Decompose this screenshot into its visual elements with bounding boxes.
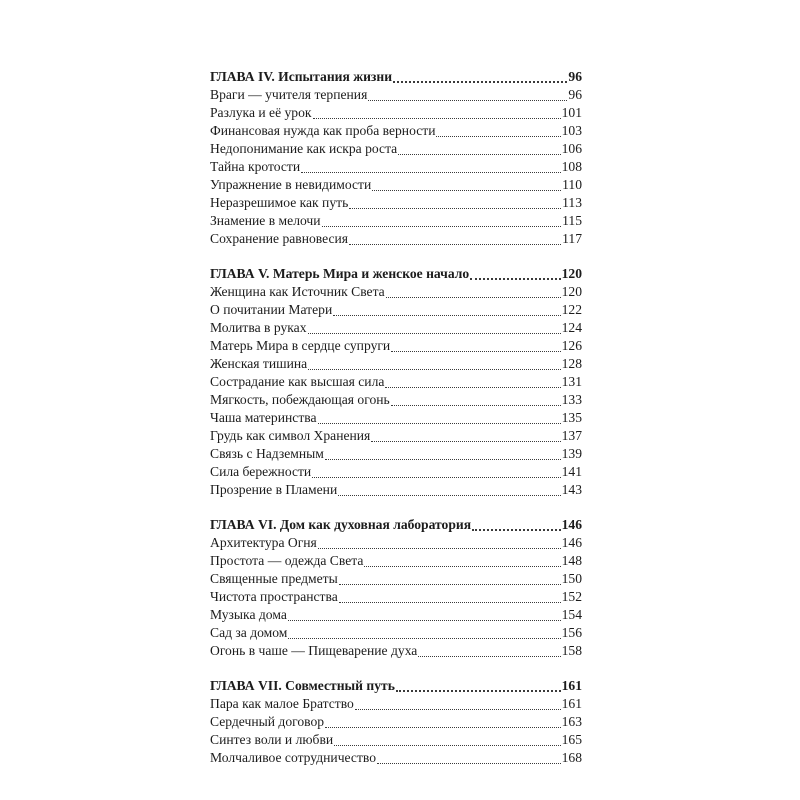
entry-title: О почитании Матери: [210, 302, 333, 317]
dot-leader: [338, 481, 560, 499]
entry-title: Архитектура Огня: [210, 535, 317, 550]
toc-entry: [210, 104, 582, 122]
entry-page-number: 115: [562, 213, 582, 228]
entry-title: Синтез воли и любви: [210, 732, 334, 747]
toc-entry: [210, 319, 582, 337]
toc-entry: [210, 355, 582, 373]
entry-title: Огонь в чаше — Пищеварение духа: [210, 643, 418, 658]
entry-page-number: 122: [561, 302, 582, 317]
dot-leader: [391, 391, 561, 409]
toc-entry: [210, 642, 582, 660]
entry-page-number: 108: [561, 159, 582, 174]
entry-title: Упражнение в невидимости: [210, 177, 372, 192]
entry-page-number: 158: [561, 643, 582, 658]
entry-title: Финансовая нужда как проба верности: [210, 123, 436, 138]
dot-leader: [398, 140, 560, 158]
dot-leader: [355, 695, 561, 713]
toc-entry: [210, 409, 582, 427]
toc-entry: [210, 373, 582, 391]
toc-entry: [210, 695, 582, 713]
chapter-title: ГЛАВА VI. Дом как духовная лаборатория: [210, 517, 472, 532]
toc-entry: [210, 606, 582, 624]
entry-page-number: 143: [561, 482, 582, 497]
table-of-contents: [210, 68, 582, 767]
entry-page-number: 161: [561, 696, 582, 711]
chapter-heading: [210, 265, 582, 283]
entry-page-number: 128: [561, 356, 582, 371]
toc-entry: [210, 158, 582, 176]
entry-title: Молчаливое сотрудничество: [210, 750, 377, 765]
entry-page-number: 117: [562, 231, 582, 246]
entry-page-number: 126: [561, 338, 582, 353]
chapter-page-number: 120: [561, 266, 582, 281]
entry-page-number: 146: [561, 535, 582, 550]
entry-title: Связь с Надземным: [210, 446, 324, 461]
toc-entry: [210, 86, 582, 104]
entry-page-number: 165: [561, 732, 582, 747]
dot-leader: [288, 606, 561, 624]
entry-title: Матерь Мира в сердце супруги: [210, 338, 391, 353]
dot-leader: [339, 588, 561, 606]
dot-leader: [470, 265, 560, 283]
toc-entry: [210, 713, 582, 731]
dot-leader: [418, 642, 560, 660]
entry-page-number: 101: [561, 105, 582, 120]
dot-leader: [436, 122, 560, 140]
entry-page-number: 152: [561, 589, 582, 604]
dot-leader: [386, 283, 561, 301]
toc-entry: [210, 552, 582, 570]
dot-leader: [377, 749, 561, 767]
dot-leader: [322, 212, 562, 230]
toc-entry: [210, 176, 582, 194]
dot-leader: [393, 68, 567, 86]
entry-title: Знамение в мелочи: [210, 213, 321, 228]
entry-page-number: 96: [568, 87, 582, 102]
entry-page-number: 106: [561, 141, 582, 156]
toc-entry: [210, 283, 582, 301]
entry-title: Молитва в руках: [210, 320, 307, 335]
entry-title: Священные предметы: [210, 571, 338, 586]
entry-title: Враги — учителя терпения: [210, 87, 368, 102]
entry-page-number: 150: [561, 571, 582, 586]
entry-title: Неразрешимое как путь: [210, 195, 349, 210]
dot-leader: [334, 731, 560, 749]
entry-title: Сохранение равновесия: [210, 231, 349, 246]
dot-leader: [308, 319, 561, 337]
dot-leader: [372, 176, 561, 194]
entry-page-number: 148: [561, 553, 582, 568]
dot-leader: [385, 373, 560, 391]
entry-page-number: 110: [562, 177, 582, 192]
entry-page-number: 133: [561, 392, 582, 407]
entry-title: Женская тишина: [210, 356, 308, 371]
dot-leader: [396, 677, 561, 695]
entry-title: Прозрение в Пламени: [210, 482, 338, 497]
entry-title: Сердечный договор: [210, 714, 325, 729]
entry-title: Грудь как символ Хранения: [210, 428, 371, 443]
chapter-page-number: 146: [561, 517, 582, 532]
dot-leader: [325, 713, 561, 731]
dot-leader: [368, 86, 567, 104]
dot-leader: [349, 230, 561, 248]
entry-page-number: 163: [561, 714, 582, 729]
entry-title: Разлука и её урок: [210, 105, 312, 120]
toc-entry: [210, 749, 582, 767]
toc-entry: [210, 570, 582, 588]
dot-leader: [312, 463, 560, 481]
chapter-section: [210, 677, 582, 767]
entry-title: Простота — одежда Света: [210, 553, 364, 568]
chapter-title: ГЛАВА IV. Испытания жизни: [210, 69, 393, 84]
dot-leader: [339, 570, 561, 588]
entry-title: Женщина как Источник Света: [210, 284, 385, 299]
toc-entry: [210, 194, 582, 212]
toc-entry: [210, 122, 582, 140]
chapter-heading: [210, 677, 582, 695]
toc-entry: [210, 481, 582, 499]
entry-title: Тайна кротости: [210, 159, 301, 174]
entry-page-number: 131: [561, 374, 582, 389]
chapter-section: [210, 68, 582, 248]
dot-leader: [301, 158, 560, 176]
dot-leader: [472, 516, 561, 534]
toc-entry: [210, 624, 582, 642]
entry-title: Недопонимание как искра роста: [210, 141, 398, 156]
chapter-heading: [210, 516, 582, 534]
chapter-title: ГЛАВА VII. Совместный путь: [210, 678, 395, 693]
entry-title: Сострадание как высшая сила: [210, 374, 385, 389]
dot-leader: [325, 445, 561, 463]
toc-entry: [210, 463, 582, 481]
entry-title: Пара как малое Братство: [210, 696, 354, 711]
dot-leader: [288, 624, 560, 642]
entry-title: Мягкость, побеждающая огонь: [210, 392, 390, 407]
entry-page-number: 139: [561, 446, 582, 461]
entry-title: Сад за домом: [210, 625, 288, 640]
toc-entry: [210, 445, 582, 463]
entry-page-number: 120: [561, 284, 582, 299]
dot-leader: [313, 104, 561, 122]
entry-page-number: 154: [561, 607, 582, 622]
chapter-heading: [210, 68, 582, 86]
toc-entry: [210, 391, 582, 409]
entry-page-number: 168: [561, 750, 582, 765]
toc-entry: [210, 337, 582, 355]
entry-title: Чистота пространства: [210, 589, 338, 604]
chapter-title: ГЛАВА V. Матерь Мира и женское начало: [210, 266, 470, 281]
entry-page-number: 124: [561, 320, 582, 335]
chapter-section: [210, 516, 582, 660]
dot-leader: [391, 337, 560, 355]
toc-entry: [210, 731, 582, 749]
toc-entry: [210, 534, 582, 552]
toc-entry: [210, 301, 582, 319]
entry-page-number: 103: [561, 123, 582, 138]
chapter-page-number: 161: [561, 678, 582, 693]
dot-leader: [318, 409, 561, 427]
dot-leader: [333, 301, 560, 319]
chapter-section: [210, 265, 582, 499]
entry-title: Чаша материнства: [210, 410, 317, 425]
dot-leader: [349, 194, 561, 212]
dot-leader: [318, 534, 561, 552]
dot-leader: [371, 427, 560, 445]
toc-entry: [210, 230, 582, 248]
dot-leader: [364, 552, 560, 570]
toc-entry: [210, 212, 582, 230]
chapter-page-number: 96: [568, 69, 582, 84]
toc-entry: [210, 140, 582, 158]
entry-title: Музыка дома: [210, 607, 287, 622]
entry-page-number: 113: [562, 195, 582, 210]
entry-page-number: 156: [561, 625, 582, 640]
toc-entry: [210, 588, 582, 606]
dot-leader: [308, 355, 560, 373]
entry-page-number: 137: [561, 428, 582, 443]
entry-page-number: 141: [561, 464, 582, 479]
entry-page-number: 135: [561, 410, 582, 425]
entry-title: Сила бережности: [210, 464, 312, 479]
toc-entry: [210, 427, 582, 445]
